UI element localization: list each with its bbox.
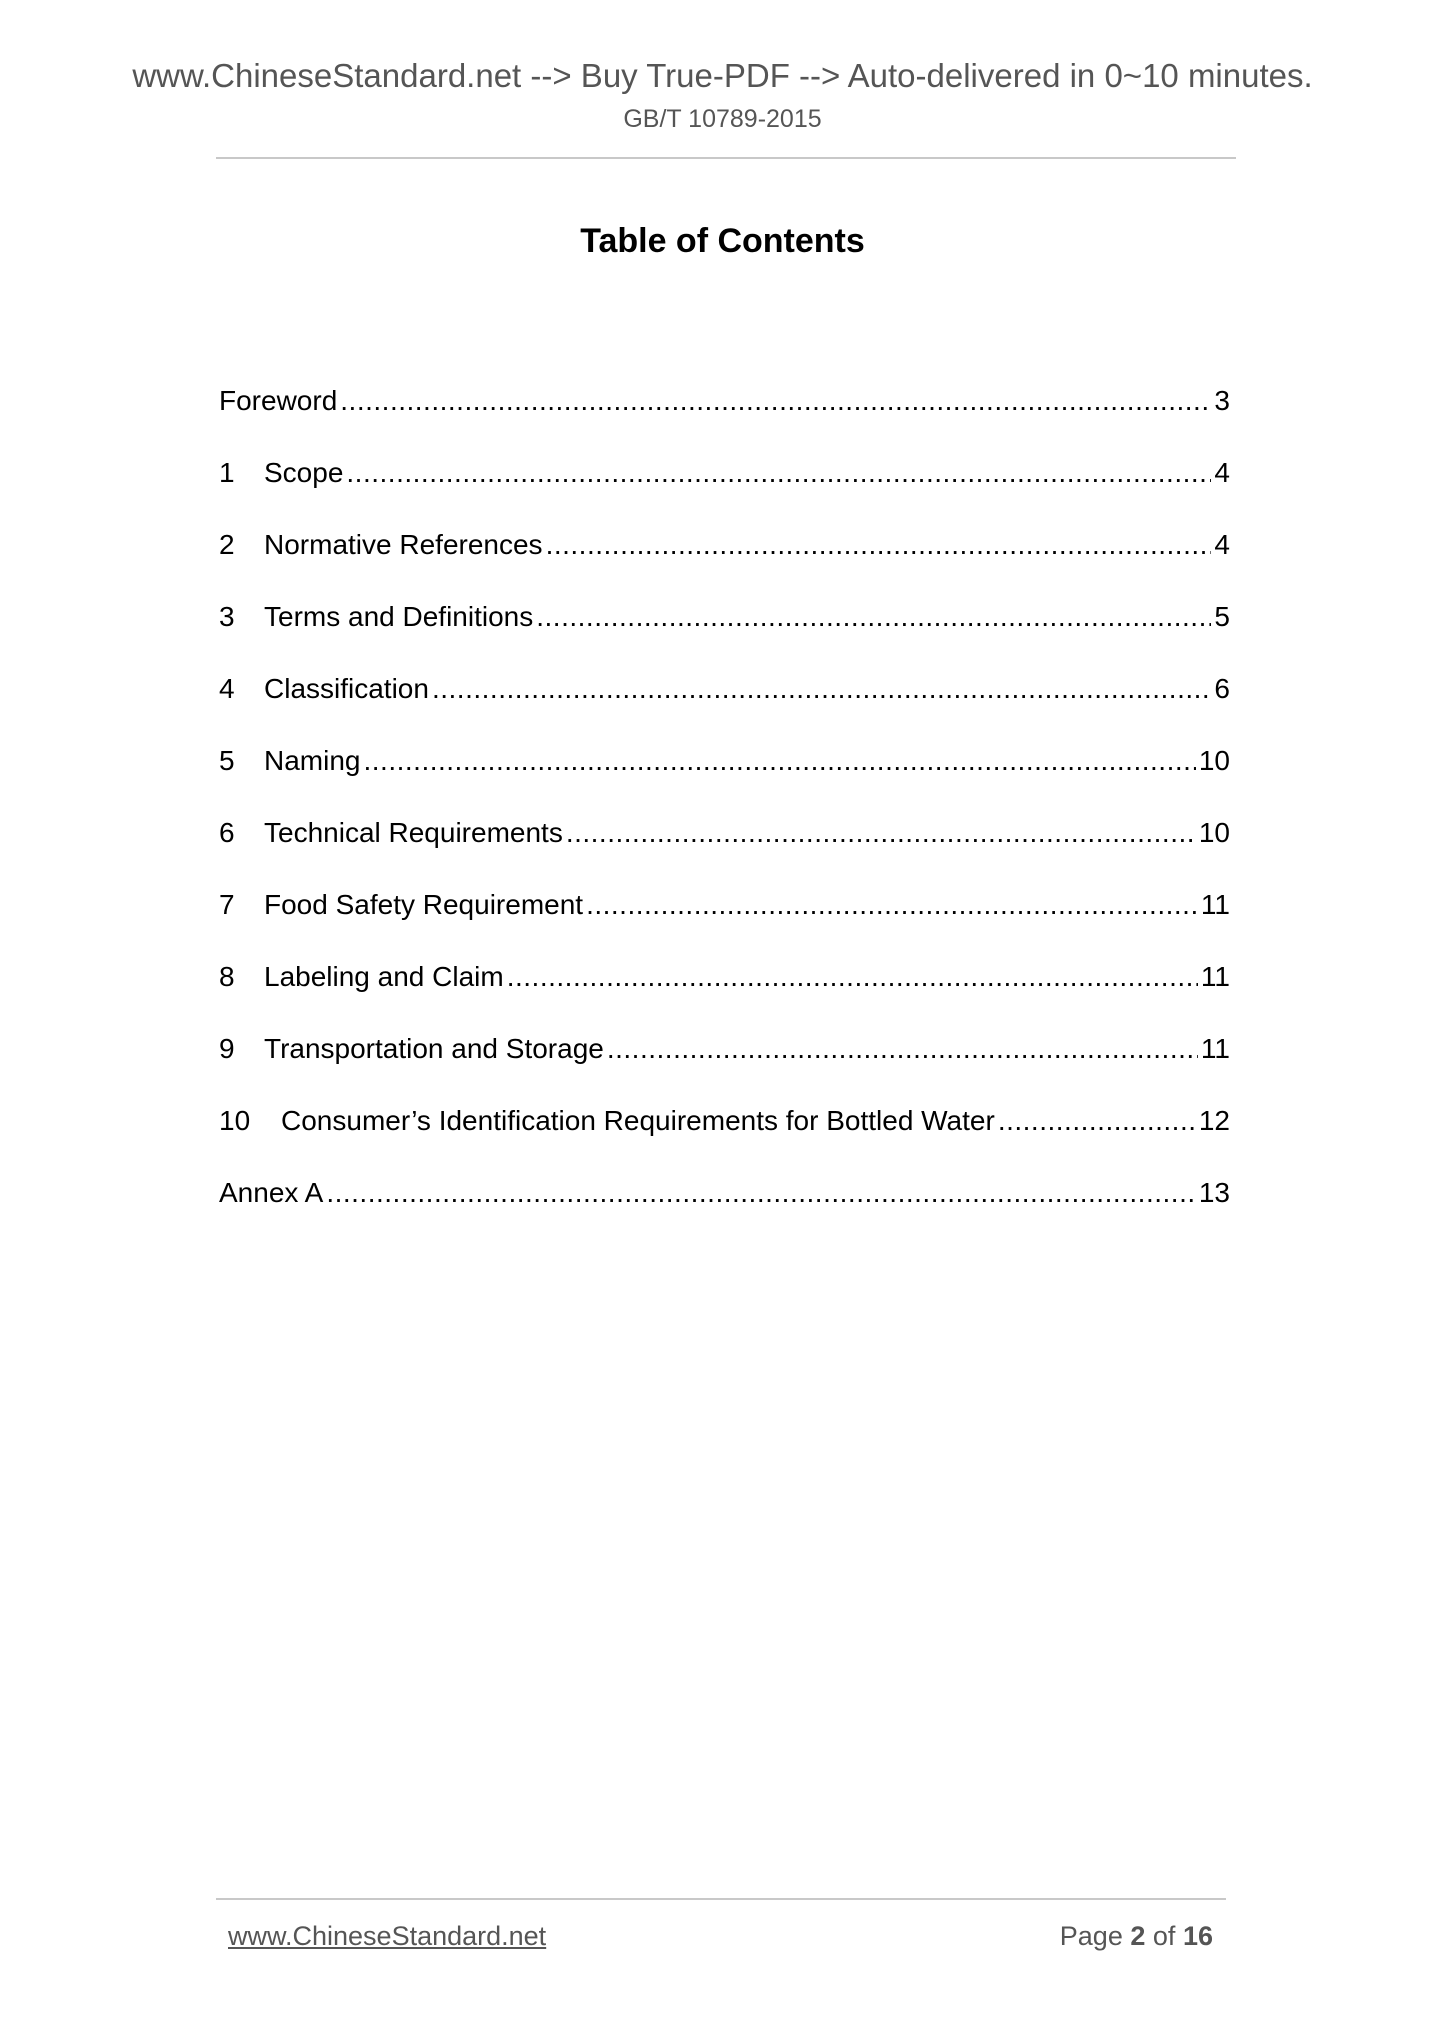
toc-entry-transportation-and-storage[interactable]	[219, 1028, 1230, 1100]
toc-entry-number: 1	[219, 457, 235, 488]
toc-dot-leader	[346, 452, 1211, 494]
toc-entry-page: 5	[1214, 601, 1230, 632]
toc-entry-number: 6	[219, 817, 235, 848]
toc-entry-label: Food Safety Requirement	[264, 889, 584, 920]
page-indicator	[1060, 1918, 1213, 1954]
toc-entry-number: 4	[219, 673, 235, 704]
toc-dot-leader	[998, 1100, 1196, 1142]
toc-dot-leader	[507, 956, 1198, 998]
toc-entry-label: Technical Requirements	[264, 817, 563, 848]
toc-entry-page: 12	[1198, 1105, 1230, 1136]
toc-dot-leader	[566, 812, 1196, 854]
toc-entry-page: 13	[1198, 1177, 1230, 1208]
toc-entry-foreword[interactable]	[219, 380, 1230, 452]
toc-entry-number: 7	[219, 889, 235, 920]
toc-entry-page: 3	[1214, 385, 1230, 416]
page-prefix: Page	[1059, 1921, 1123, 1951]
toc-entry-label: Foreword	[219, 385, 338, 416]
current-page-number: 2	[1130, 1921, 1146, 1951]
toc-entry-label: Transportation and Storage	[264, 1033, 604, 1064]
toc-entry-consumer-identification[interactable]	[219, 1100, 1230, 1172]
toc-entry-normative-references[interactable]	[219, 524, 1230, 596]
toc-entry-label: Terms and Definitions	[264, 601, 534, 632]
toc-entry-labeling-and-claim[interactable]	[219, 956, 1230, 1028]
standard-code: GB/T 10789-2015	[623, 105, 822, 133]
toc-entry-page: 11	[1200, 961, 1230, 992]
toc-entry-terms-and-definitions[interactable]	[219, 596, 1230, 668]
toc-entry-page: 10	[1198, 745, 1230, 776]
toc-entry-technical-requirements[interactable]	[219, 812, 1230, 884]
table-of-contents	[219, 380, 1230, 1244]
toc-dot-leader	[536, 596, 1211, 638]
footer-divider	[216, 1898, 1226, 1900]
toc-dot-leader	[340, 380, 1211, 422]
toc-entry-naming[interactable]	[219, 740, 1230, 812]
toc-entry-label: Normative References	[264, 529, 543, 560]
header-divider	[216, 157, 1236, 159]
toc-entry-page: 11	[1200, 1033, 1230, 1064]
toc-entry-page: 4	[1214, 457, 1230, 488]
toc-entry-scope[interactable]	[219, 452, 1230, 524]
toc-entry-annex-a[interactable]	[219, 1172, 1230, 1244]
toc-entry-page: 10	[1198, 817, 1230, 848]
footer-website-link[interactable]: www.ChineseStandard.net	[228, 1921, 547, 1951]
toc-entry-classification[interactable]	[219, 668, 1230, 740]
toc-entry-number: 10	[219, 1105, 251, 1136]
toc-entry-food-safety-requirement[interactable]	[219, 884, 1230, 956]
toc-entry-label: Labeling and Claim	[264, 961, 504, 992]
toc-dot-leader	[326, 1172, 1196, 1214]
toc-entry-number: 2	[219, 529, 235, 560]
toc-entry-page: 11	[1200, 889, 1230, 920]
toc-dot-leader	[363, 740, 1195, 782]
toc-title: Table of Contents	[580, 222, 865, 260]
toc-dot-leader	[432, 668, 1211, 710]
toc-entry-label: Naming	[264, 745, 361, 776]
toc-entry-label: Annex A	[219, 1177, 324, 1208]
total-pages-number: 16	[1182, 1921, 1213, 1951]
toc-dot-leader	[586, 884, 1198, 926]
toc-entry-label: Consumer’s Identification Requirements for Bottled Water	[281, 1105, 995, 1136]
toc-entry-number: 3	[219, 601, 235, 632]
toc-entry-number: 5	[219, 745, 235, 776]
toc-entry-page: 6	[1214, 673, 1230, 704]
toc-entry-number: 8	[219, 961, 235, 992]
toc-entry-label: Scope	[264, 457, 344, 488]
toc-entry-label: Classification	[264, 673, 429, 704]
toc-dot-leader	[607, 1028, 1198, 1070]
toc-entry-number: 9	[219, 1033, 235, 1064]
header-banner: www.ChineseStandard.net --> Buy True-PDF --> Auto-delivered in 0~10 minutes.	[132, 57, 1313, 94]
toc-dot-leader	[546, 524, 1212, 566]
page-of-word: of	[1152, 1921, 1176, 1951]
toc-entry-page: 4	[1214, 529, 1230, 560]
